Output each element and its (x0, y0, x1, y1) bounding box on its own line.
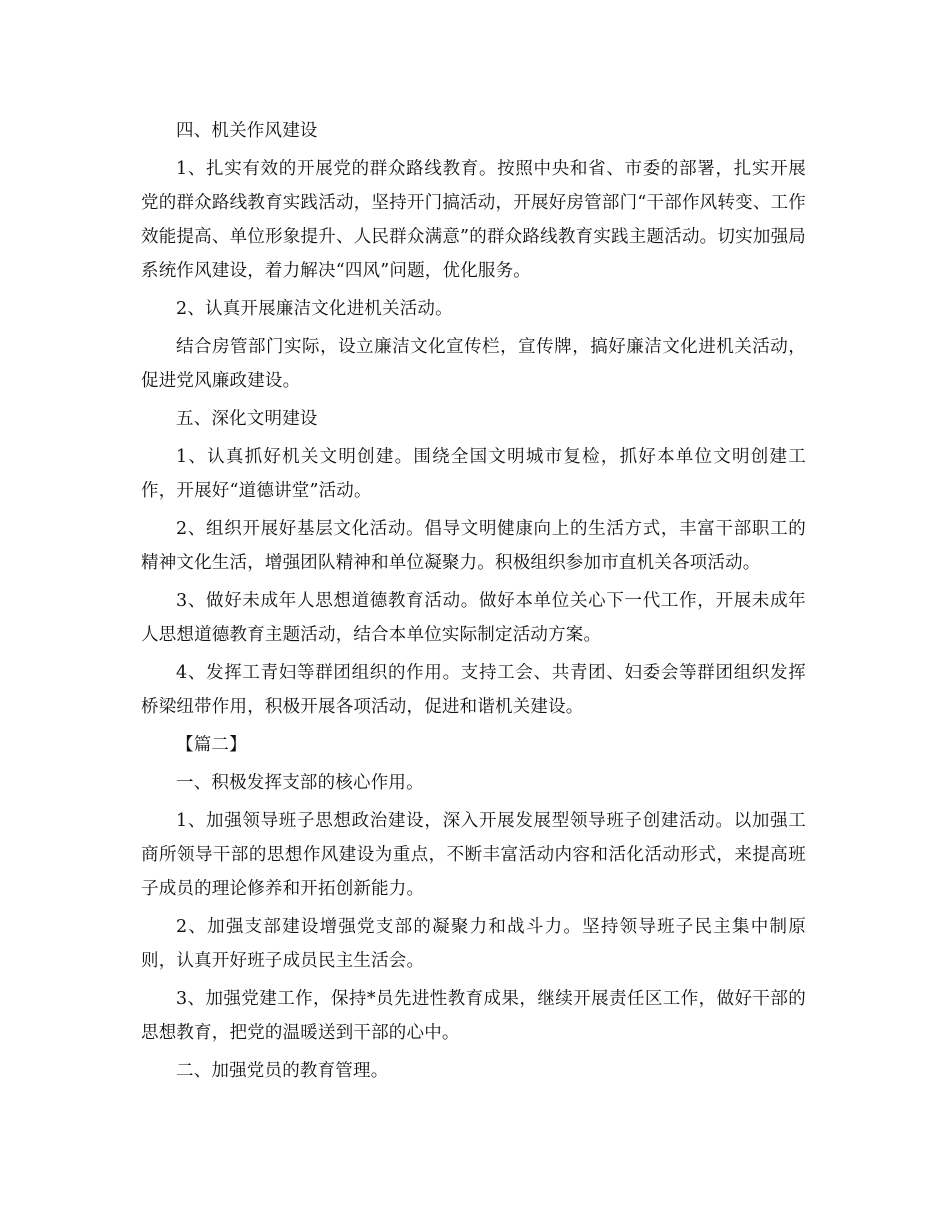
paragraph: 1、加强领导班子思想政治建设，深入开展发展型领导班子创建活动。以加强工商所领导干部的思想作风建设为重点，不断丰富活动内容和活化活动形式，来提高班子成员的理论修养和开拓创新能力。 (141, 811, 806, 899)
paragraph: 2、组织开展好基层文化活动。倡导文明健康向上的生活方式，丰富干部职工的精神文化生活，增强团队精神和单位凝聚力。积极组织参加市直机关各项活动。 (141, 519, 806, 573)
section-heading-work-style: 四、机关作风建设 (176, 121, 318, 141)
paragraph: 结合房管部门实际，设立廉洁文化宣传栏，宣传牌，搞好廉洁文化进机关活动，促进党风廉政建设。 (141, 337, 806, 391)
document-body (141, 114, 806, 1092)
paragraph: 2、加强支部建设增强党支部的凝聚力和战斗力。坚持领导班子民主集中制原则，认真开好班子成员民主生活会。 (141, 917, 806, 971)
section-heading-civilization: 五、深化文明建设 (176, 409, 318, 429)
part-heading: 【篇二】 (176, 735, 247, 755)
section-heading-member-education: 二、加强党员的教育管理。 (176, 1061, 389, 1081)
paragraph: 1、认真抓好机关文明创建。围绕全国文明城市复检，抓好本单位文明创建工作，开展好“道德讲堂”活动。 (141, 447, 806, 501)
paragraph: 2、认真开展廉洁文化进机关活动。 (176, 299, 453, 319)
section-heading-branch-role: 一、积极发挥支部的核心作用。 (176, 773, 424, 793)
paragraph: 1、扎实有效的开展党的群众路线教育。按照中央和省、市委的部署，扎实开展党的群众路线教育实践活动，坚持开门搞活动，开展好房管部门“干部作风转变、工作效能提高、单位形象提升、人民群众满意”的群众路线教育实践主题活动。切实加强局系统作风建设，着力解决“四风”问题，优化服务。 (141, 159, 806, 281)
paragraph: 3、做好未成年人思想道德教育活动。做好本单位关心下一代工作，开展未成年人思想道德教育主题活动，结合本单位实际制定活动方案。 (141, 591, 806, 645)
paragraph: 4、发挥工青妇等群团组织的作用。支持工会、共青团、妇委会等群团组织发挥桥梁纽带作用，积极开展各项活动，促进和谐机关建设。 (141, 663, 806, 717)
paragraph: 3、加强党建工作，保持*员先进性教育成果，继续开展责任区工作，做好干部的思想教育，把党的温暖送到干部的心中。 (141, 989, 806, 1043)
